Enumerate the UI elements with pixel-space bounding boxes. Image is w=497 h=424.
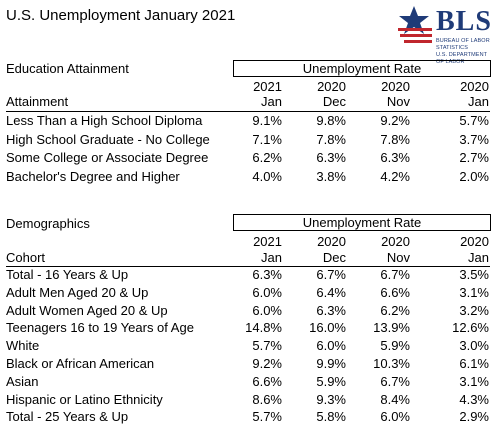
table-cell: 6.4% [316,284,346,300]
column-year: 2021 [253,234,282,249]
table-cell: 6.0% [252,302,282,318]
logo-subtitle-line2: U.S. DEPARTMENT OF LABOR [436,52,488,65]
row-label: Asian [6,373,39,389]
table-cell: 6.3% [380,150,410,165]
table-cell: 6.6% [252,373,282,389]
table-cell: 6.7% [380,267,410,282]
column-year: 2020 [460,234,489,249]
row-label: Bachelor's Degree and Higher [6,168,180,184]
table-cell: 6.2% [252,150,282,165]
row-label: Total - 16 Years & Up [6,267,129,282]
table-cell: 3.1% [459,373,489,389]
table-cell: 4.2% [380,168,410,184]
table-cell: 7.8% [316,131,346,147]
table-cell: 5.7% [459,113,489,128]
table-cell: 6.1% [459,356,489,371]
table-cell: 6.6% [380,284,410,300]
education-section-label: Education Attainment [6,61,129,76]
column-year: 2020 [317,79,346,94]
column-month: Dec [322,94,346,109]
table-cell: 16.0% [309,320,346,336]
row-label: Hispanic or Latino Ethnicity [6,391,163,407]
education-row-header: Attainment [6,94,69,109]
table-cell: 2.7% [459,150,489,165]
column-year: 2021 [253,79,282,94]
table-cell: 9.9% [316,356,346,371]
table-cell: 10.3% [373,356,410,371]
table-cell: 14.8% [245,320,282,336]
table-cell: 6.0% [252,284,282,300]
table-cell: 4.0% [252,168,282,184]
demographics-rate-header: Unemployment Rate [233,214,491,231]
column-month: Jan [468,94,489,109]
row-label: White [6,338,40,354]
column-month: Jan [261,250,282,265]
table-cell: 5.7% [252,338,282,354]
table-cell: 3.1% [459,284,489,300]
table-cell: 8.6% [252,391,282,407]
column-month: Nov [386,94,410,109]
table-cell: 6.3% [316,150,346,165]
row-label: Teenagers 16 to 19 Years of Age [6,320,194,336]
table-cell: 6.7% [316,267,346,282]
table-cell: 9.1% [252,113,282,128]
column-year: 2020 [317,234,346,249]
row-label: Some College or Associate Degree [6,150,209,165]
row-label: Adult Women Aged 20 & Up [6,302,168,318]
table-cell: 6.2% [380,302,410,318]
page-title: U.S. Unemployment January 2021 [6,7,236,24]
table-cell: 9.8% [316,113,346,128]
table-cell: 6.0% [316,338,346,354]
column-month: Jan [261,94,282,109]
bls-logo-icon [394,4,438,50]
table-cell: 9.2% [380,113,410,128]
table-cell: 5.7% [252,409,282,424]
table-cell: 12.6% [452,320,489,336]
table-cell: 3.8% [316,168,346,184]
table-cell: 5.9% [380,338,410,354]
column-month: Nov [386,250,410,265]
row-label: Less Than a High School Diploma [6,113,203,128]
logo-subtitle-line1: BUREAU OF LABOR STATISTICS [436,38,490,51]
table-cell: 7.8% [380,131,410,147]
table-cell: 9.3% [316,391,346,407]
education-rate-header: Unemployment Rate [233,60,491,77]
education-divider [6,111,490,112]
table-cell: 8.4% [380,391,410,407]
table-cell: 2.0% [459,168,489,184]
table-cell: 7.1% [252,131,282,147]
row-label: Black or African American [6,356,155,371]
table-cell: 5.8% [316,409,346,424]
column-year: 2020 [460,79,489,94]
table-cell: 5.9% [316,373,346,389]
demographics-section-label: Demographics [6,216,90,231]
table-cell: 9.2% [252,356,282,371]
column-month: Jan [468,250,489,265]
row-label: Adult Men Aged 20 & Up [6,284,149,300]
table-cell: 4.3% [459,391,489,407]
table-cell: 3.5% [459,267,489,282]
table-cell: 6.3% [316,302,346,318]
row-label: High School Graduate - No College [6,131,210,147]
column-year: 2020 [381,234,410,249]
table-cell: 3.0% [459,338,489,354]
table-cell: 3.2% [459,302,489,318]
table-cell: 6.3% [252,267,282,282]
row-label: Total - 25 Years & Up [6,409,129,424]
table-cell: 6.7% [380,373,410,389]
column-month: Dec [322,250,346,265]
table-cell: 3.7% [459,131,489,147]
demographics-row-header: Cohort [6,250,46,265]
column-year: 2020 [381,79,410,94]
table-cell: 2.9% [459,409,489,424]
table-cell: 6.0% [380,409,410,424]
table-cell: 13.9% [373,320,410,336]
logo-text: BLS [436,6,492,37]
